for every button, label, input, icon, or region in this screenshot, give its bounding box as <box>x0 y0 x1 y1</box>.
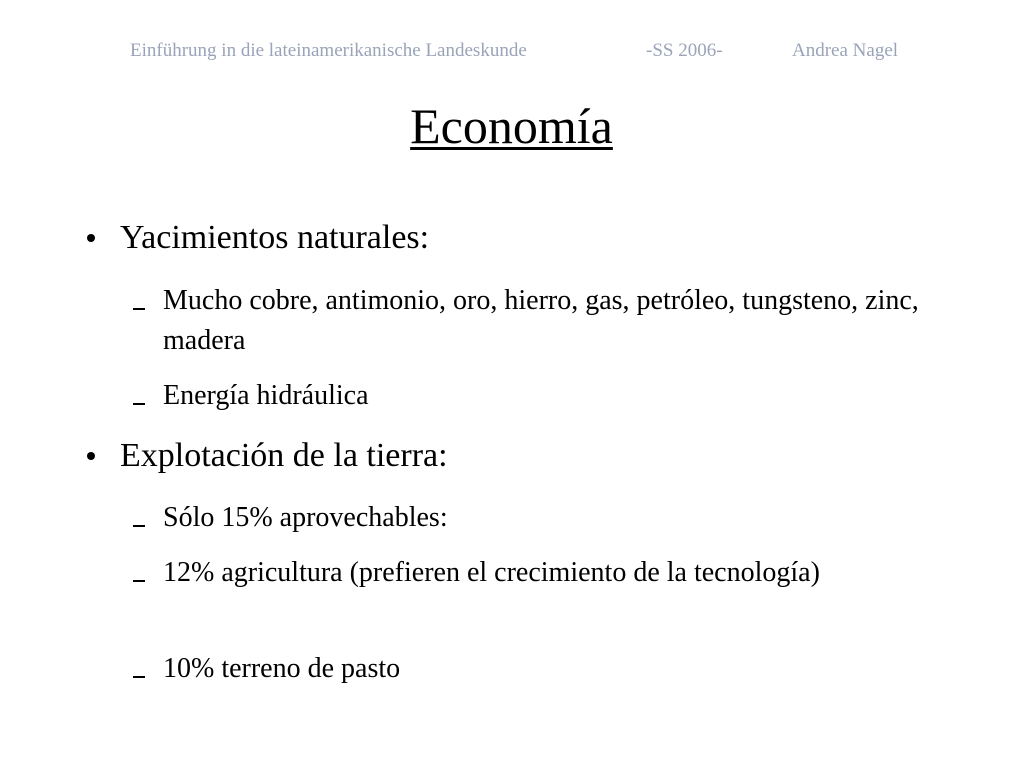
bullet-explotacion <box>120 436 448 476</box>
dash-icon <box>133 403 145 405</box>
bullet-yacimientos <box>120 218 429 258</box>
sub-bullet-minerales <box>163 281 923 361</box>
course-name: Einführung in die lateinamerikanische Landeskunde <box>130 40 527 61</box>
sub-bullet-agricultura <box>163 553 923 593</box>
bullet-dot-icon <box>87 234 95 242</box>
bullet-dot-icon <box>87 452 95 460</box>
slide-title: Economía <box>410 98 613 154</box>
semester-label: -SS 2006- <box>646 40 723 61</box>
dash-icon <box>133 676 145 678</box>
sub-bullet-pasto <box>163 649 923 689</box>
bullet-label: Explotación de la tierra: <box>120 437 448 474</box>
sub-bullet-text: Mucho cobre, antimonio, oro, hierro, gas, petróleo, tungsteno, zinc, madera <box>163 285 919 356</box>
dash-icon <box>133 580 145 582</box>
sub-bullet-text: Sólo 15% aprovechables: <box>163 502 448 533</box>
sub-bullet-text: 12% agricultura (prefieren el crecimiento de la tecnología) <box>163 557 820 588</box>
author-name: Andrea Nagel <box>792 40 899 61</box>
sub-bullet-energia <box>163 376 923 416</box>
sub-bullet-text: 10% terreno de pasto <box>163 653 401 684</box>
sub-bullet-aprovechables <box>163 498 923 538</box>
bullet-label: Yacimientos naturales: <box>120 219 430 256</box>
dash-icon <box>133 308 145 310</box>
dash-icon <box>133 525 145 527</box>
sub-bullet-text: Energía hidráulica <box>163 380 369 411</box>
